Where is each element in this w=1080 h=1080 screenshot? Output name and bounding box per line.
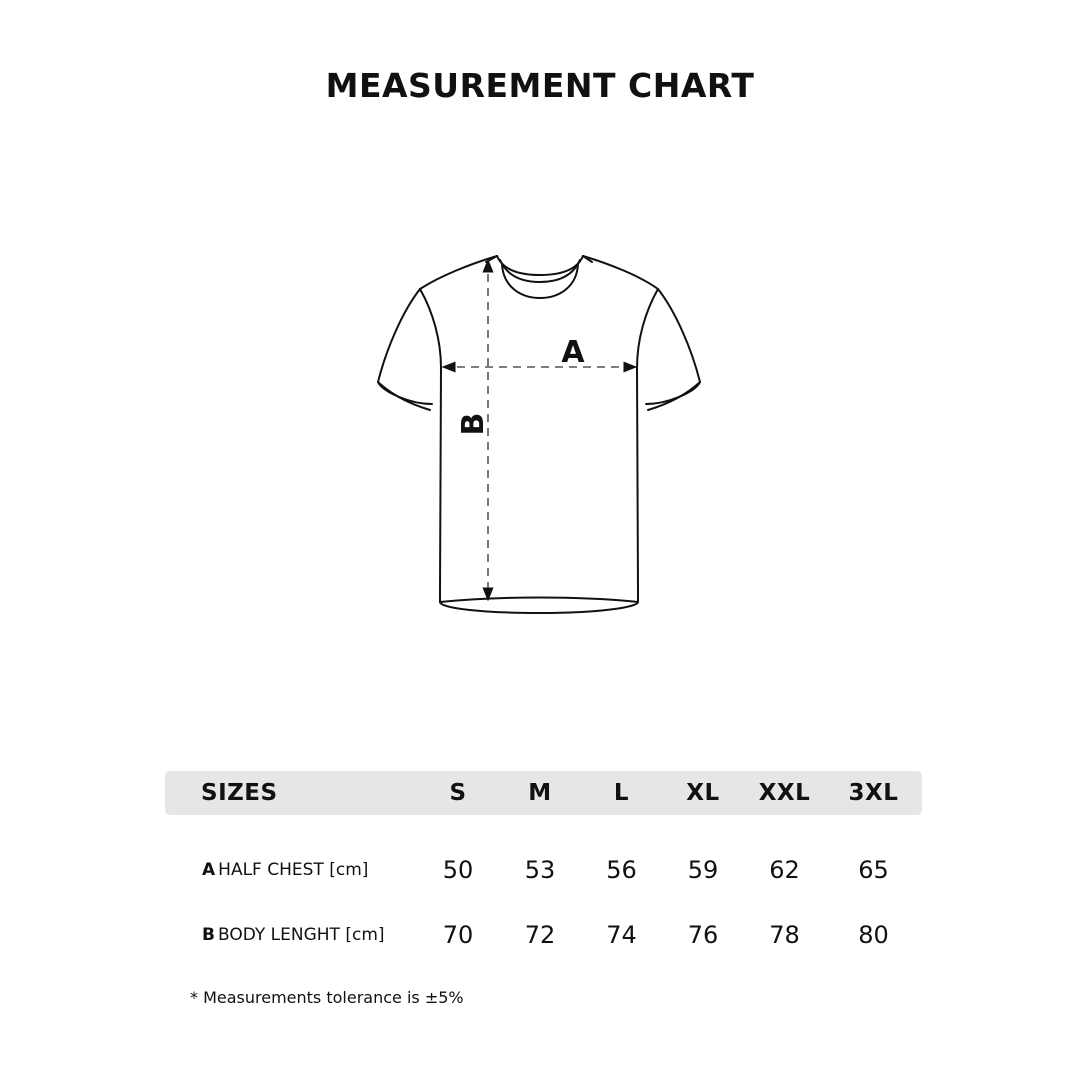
size-header-xl: XL [662,771,744,815]
row-label-body-length [165,902,417,967]
page-title: MEASUREMENT CHART [325,66,755,105]
table-row-half-chest [165,837,922,902]
size-header-s: S [417,771,499,815]
table-header-row [165,771,922,815]
sizes-header: SIZES [165,771,417,815]
table-cell: 59 [687,855,719,884]
table-cell: 76 [687,920,719,949]
size-header-l: L [581,771,662,815]
row-label-text: HALF CHEST [cm] [218,859,369,880]
table-cell: 72 [524,920,556,949]
table-cell: 56 [606,855,637,884]
row-label-text: BODY LENGHT [cm] [217,924,385,945]
table-cell: 53 [524,855,556,884]
size-header-m: M [499,771,581,815]
table-cell: 74 [606,920,637,949]
table-cell: 78 [769,920,800,949]
table-cell: 80 [858,920,889,949]
label-a: A [561,335,585,370]
table-cell: 50 [442,855,474,884]
label-b: B [456,412,491,436]
size-header-xxl: XXL [744,771,825,815]
table-cell: 65 [858,855,889,884]
table-cell: 62 [769,855,800,884]
tolerance-footnote: * Measurements tolerance is ±5% [190,988,464,1007]
tshirt-outline [378,256,700,613]
row-letter: B [202,924,215,945]
row-letter: A [202,859,216,880]
row-label-half-chest [165,837,417,902]
size-table [165,771,922,967]
size-header-3xl: 3XL [825,771,922,815]
table-row-body-length [165,902,922,967]
table-cell: 70 [442,920,474,949]
